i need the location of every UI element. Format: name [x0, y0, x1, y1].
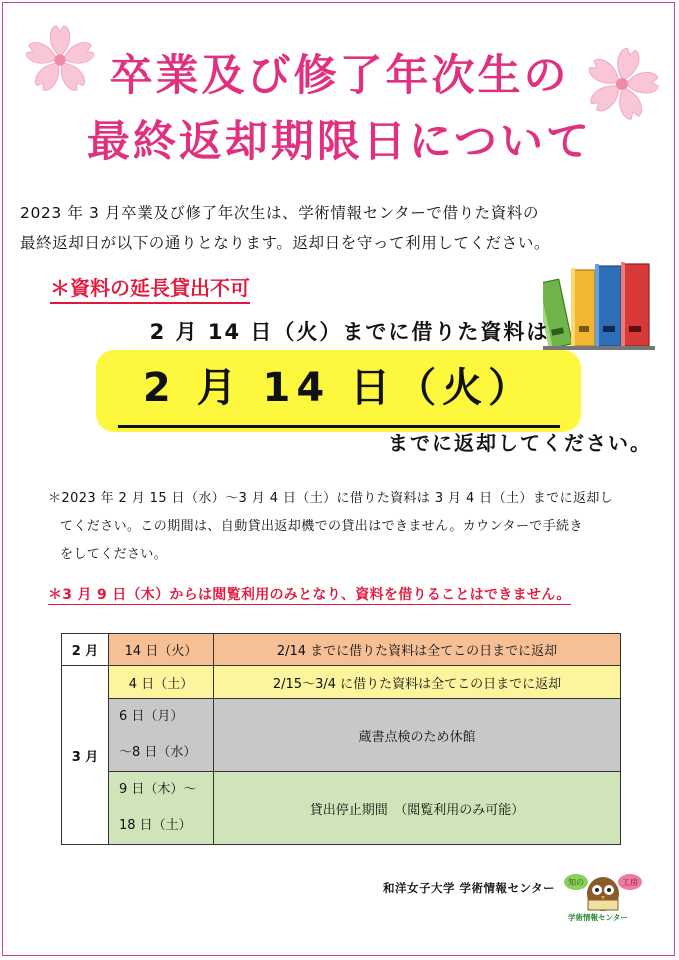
page-title-line2: 最終返却期限日について — [86, 117, 593, 167]
date-cell — [109, 699, 214, 772]
footer-organization: 和洋女子大学 学術情報センター — [383, 881, 556, 895]
month-cell: 2 月 — [62, 634, 109, 666]
date-start: 6 日（月） — [119, 709, 184, 724]
date-end: ～8 日（水） — [119, 745, 197, 760]
table-row — [62, 699, 621, 772]
logo-badge-left: 知の — [568, 878, 584, 887]
logo-badge-right: 工房 — [622, 878, 638, 887]
intro-line1: 2023 年 3 月卒業及び修了年次生は、学術情報センターで借りた資料の — [20, 204, 540, 222]
description-cell: 2/14 までに借りた資料は全てこの日までに返却 — [214, 634, 621, 666]
date-cell — [109, 772, 214, 845]
date-cell: 4 日（土） — [109, 666, 214, 699]
lead-text: 2 月 14 日（火）までに借りた資料は — [149, 320, 550, 344]
note-line2: てください。この期間は、自動貸出返却機での貸出はできません。カウンターで手続き — [60, 519, 583, 534]
date-end: 18 日（土） — [119, 818, 192, 833]
table-row — [62, 634, 621, 666]
intro-line2: 最終返却日が以下の通りとなります。返却日を守って利用してください。 — [20, 234, 551, 252]
description-cell: 2/15～3/4 に借りた資料は全てこの日までに返却 — [214, 666, 621, 699]
table-row — [62, 666, 621, 699]
no-extension-notice: ＊資料の延長貸出不可 — [50, 272, 250, 304]
final-deadline: 2 月 14 日（火） — [142, 365, 535, 411]
table-row — [62, 772, 621, 845]
lending-stop-notice: ＊3 月 9 日（木）からは閲覧利用のみとなり、資料を借りることはできません。 — [48, 584, 571, 605]
description-cell: 貸出停止期間 （閲覧利用のみ可能） — [214, 772, 621, 845]
page-title-line1: 卒業及び修了年次生の — [109, 51, 570, 101]
note-line1: ＊2023 年 2 月 15 日（水）～3 月 4 日（土）に借りた資料は 3 月 4 日（土）までに返却し — [48, 491, 614, 506]
note-line3: をしてください。 — [60, 547, 168, 562]
return-instruction: までに返却してください。 — [388, 431, 652, 455]
date-cell: 14 日（火） — [109, 634, 214, 666]
schedule-table — [61, 633, 621, 845]
logo-caption: 学術情報センター — [568, 913, 628, 922]
month-cell: 3 月 — [62, 666, 109, 845]
description-cell: 蔵書点検のため休館 — [214, 699, 621, 772]
date-start: 9 日（木）～ — [119, 782, 197, 797]
